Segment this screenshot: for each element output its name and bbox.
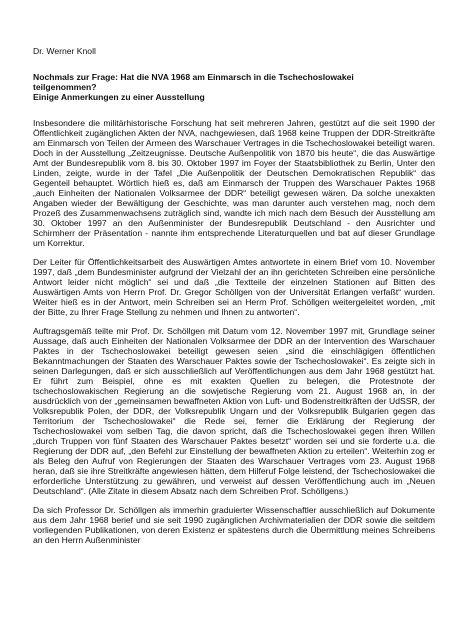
author-name: Dr. Werner Knoll — [33, 46, 96, 56]
title-line: Nochmals zur Frage: Hat die NVA 1968 am Einmarsch in die Tschechoslowakei — [33, 72, 354, 82]
title-line: teilgenommen? — [33, 82, 97, 92]
paragraph: Da sich Professor Dr. Schöllgen als immerhin graduierter Wissenschaftler ausschließlich auf Dokumente aus dem Jahr 1968 berief und sie seit 1990 zugänglichen Archivmaterialien der DDR sowie die seitdem vorliegenden Publikationen, von deren Existenz er spätestens durch die Übermittlung meines Schreibens an den Herrn Außenminister — [33, 505, 435, 545]
subtitle: Einige Anmerkungen zu einer Ausstellung — [33, 92, 205, 102]
article-body — [33, 118, 435, 554]
paragraph: Auftragsgemäß teilte mir Prof. Dr. Schöllgen mit Datum vom 12. November 1997 mit, Grundlage seiner Aussage, daß auch Einheiten der Nationalen Volksarmee der DDR an der Intervention des Warschauer Paktes in der Tschechoslowakei beteiligt gewesen seien „sind die einschlägigen öffentlichen Bekanntmachungen der Staaten des Warschauer Paktes sowie der Tschechoslowakei“. Es zeigte sich in seinen Darlegungen, daß er sich ausschließlich auf Veröffentlichungen aus dem Jahr 1968 gestützt hat. Er führt zum Beispiel, ohne es mit exakten Quellen zu belegen, die Protestnote der tschechoslowakischen Regierung an die sowjetische Regierung vom 21. August 1968 an, in der ausdrücklich von der „gemeinsamen bewaffneten Aktion von Luft- und Bodenstreitkräften der UdSSR, der Volksrepublik Polen, der DDR, der Volksrepublik Ungarn und der Volksrepublik Bulgarien gegen das Territorium der Tschechoslowakei“ die Rede sei, ferner die Erklärung der Regierung der Tschechoslowakei vom selben Tag, die davon spricht, daß die Tschechoslowakei gegen ihren Willen „durch Truppen von fünf Staaten des Warschauer Paktes besetzt“ worden sei und sie forderte u.a. die Regierung der DDR auf, „den Befehl zur Einstellung der bewaffneten Aktion zu erteilen“. Weiterhin zog er als Beleg den Aufruf von Regierungen der Staaten des Warschauer Vertrages vom 23. August 1968 heran, daß sie ihre Streitkräfte angewiesen hätten, dem Hilferuf Folge leistend, der Tschechoslowakei die erforderliche Unterstützung zu gewähren, und verweist auf dessen Veröffentlichung auch im „Neuen Deutschland“. (Alle Zitate in diesem Absatz nach dem Schreiben Prof. Schöllgens.) — [33, 326, 435, 496]
paragraph: Insbesondere die militärhistorische Forschung hat seit mehreren Jahren, gestützt auf die seit 1990 der Öffentlichkeit zugänglichen Akten der NVA, nachgewiesen, daß 1968 keine Truppen der DDR-Streitkräfte am Einmarsch von Teilen der Armeen des Warschauer Vertrages in die Tschechoslowakei beteiligt waren. Doch in der Ausstellung „Zeitzeugnisse. Deutsche Außenpolitik von 1870 bis heute“, die das Auswärtige Amt der Bundesrepublik vom 8. bis 30. Oktober 1997 im Foyer der Staatsbibliothek zu Berlin, Unter den Linden, zeigte, wurde in der Tafel „Die Außenpolitik der Deutschen Demokratischen Republik“ das Gegenteil behauptet. Wörtlich hieß es, daß am Einmarsch der Truppen des Warschauer Paktes 1968 „auch Einheiten der Nationalen Volksarmee der DDR“ beteiligt gewesen wären. Da solche unexakten Angaben wieder der Bewältigung der Geschichte, was man darunter auch verstehen mag, noch dem Prozeß des Zusammenwachsens zuträglich sind, wandte ich mich nach dem Besuch der Ausstellung am 30. Oktober 1997 an den Außenminister der Bundesrepublik Deutschland - den Ausrichter und Schirmherr der Präsentation - nannte ihm entsprechende Literaturquellen und bat auf dieser Grundlage um Korrektur. — [33, 118, 435, 248]
article-title — [33, 72, 433, 102]
paragraph: Der Leiter für Öffentlichkeitsarbeit des Auswärtigen Amtes antwortete in einem Brief vom 10. November 1997, daß „dem Bundesminister aufgrund der Vielzahl der an ihn gerichteten Schreiben eine persönliche Antwort leider nicht möglich“ sei und daß „die Textteile der einzelnen Stationen auf Bitten des Auswärtigen Amts von Herrn Prof. Dr. Gregor Schöllgen von der Universität Erlangen verfaßt“ wurden. Weiter hieß es in der Antwort, mein Schreiben sei an Herrn Prof. Schöllgen weitergeleitet worden, „mit der Bitte, zu Ihrer Frage Stellung zu nehmen und Ihnen zu antworten“. — [33, 257, 435, 317]
